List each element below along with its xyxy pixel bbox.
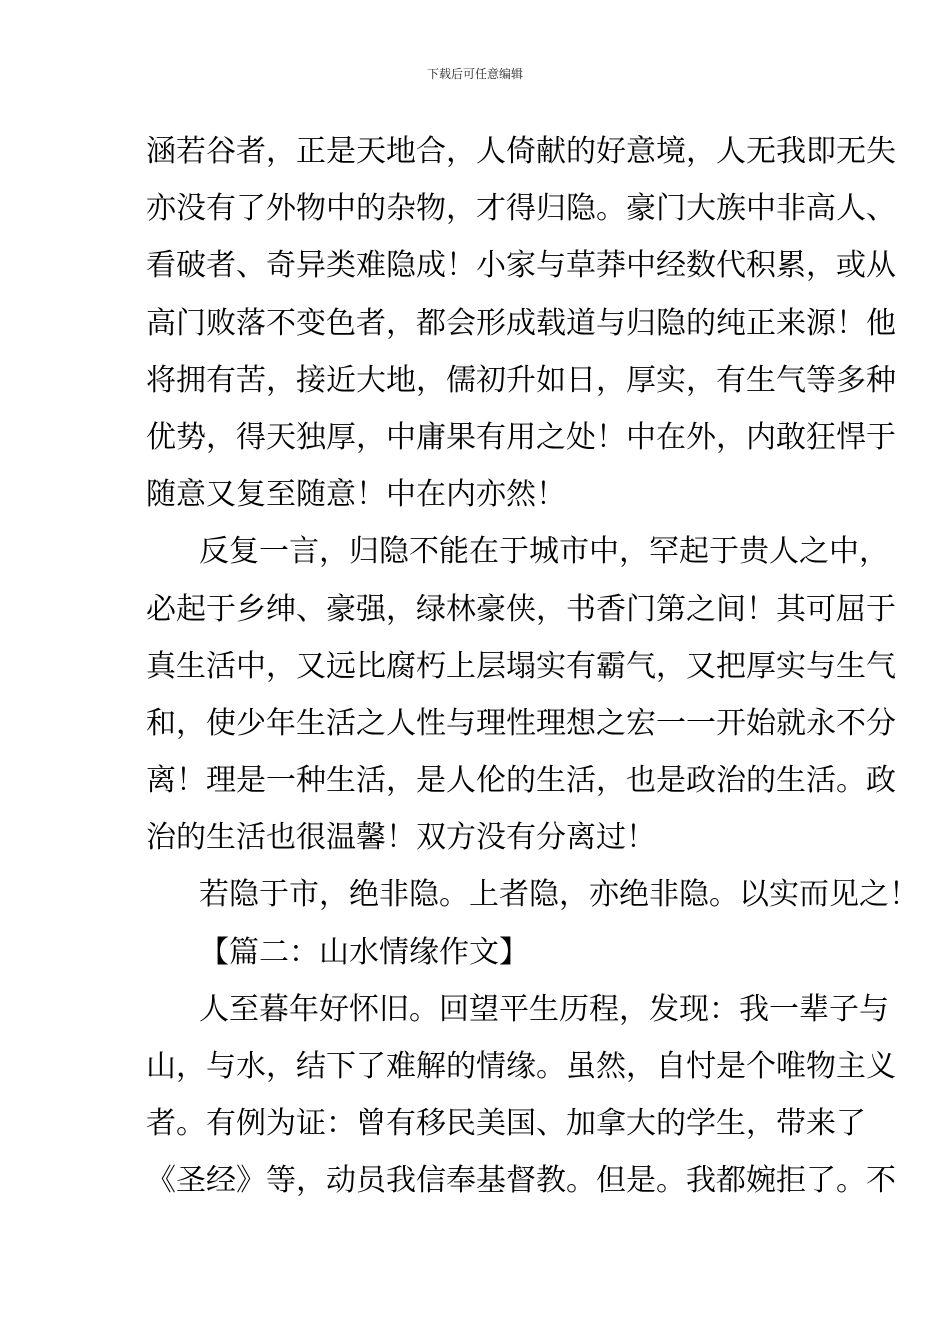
text-line: 若隐于市，绝非隐。上者隐，亦绝非隐。以实而见之！ — [199, 877, 919, 913]
text-line: 者。有例为证：曾有移民美国、加拿大的学生，带来了 — [146, 1106, 866, 1142]
text-line: 涵若谷者，正是天地合，人倚献的好意境，人无我即无失 — [146, 134, 896, 169]
text-line: 真生活中，又远比腐朽上层塌实有霸气，又把厚实与生气 — [146, 648, 896, 684]
text-line: 亦没有了外物中的杂物，才得归隐。豪门大族中非高人、 — [146, 191, 896, 227]
text-line: 必起于乡绅、豪强，绿林豪侠，书香门第之间！其可屈于 — [146, 591, 896, 627]
section-heading: 【篇二：山水情缘作文】 — [199, 934, 529, 970]
text-line: 高门败落不变色者，都会形成载道与归隐的纯正来源！他 — [146, 305, 896, 341]
text-line: 治的生活也很温馨！双方没有分离过！ — [146, 820, 656, 856]
text-line: 看破者、奇异类难隐成！小家与草莽中经数代积累，或从 — [146, 248, 896, 284]
text-line: 将拥有苦，接近大地，儒初升如日，厚实，有生气等多种 — [146, 362, 896, 398]
text-line: 反复一言，归隐不能在于城市中，罕起于贵人之中， — [199, 534, 889, 570]
text-line: 离！理是一种生活，是人伦的生活，也是政治的生活。政 — [146, 763, 896, 799]
text-line: 《圣经》等，动员我信奉基督教。但是。我都婉拒了。不 — [146, 1163, 896, 1199]
text-line: 和，使少年生活之人性与理性理想之宏一一开始就永不分 — [146, 705, 896, 741]
text-line: 随意又复至随意！中在内亦然！ — [146, 477, 566, 513]
page-header: 下载后可任意编辑 — [426, 67, 523, 81]
text-line: 优势，得天独厚，中庸果有用之处！中在外，内敢狂悍于 — [146, 419, 896, 455]
text-line: 人至暮年好怀旧。回望平生历程，发现：我一辈子与 — [199, 991, 889, 1027]
body-text — [146, 130, 919, 1217]
text-line: 山，与水，结下了难解的情缘。虽然，自忖是个唯物主义 — [146, 1049, 896, 1084]
